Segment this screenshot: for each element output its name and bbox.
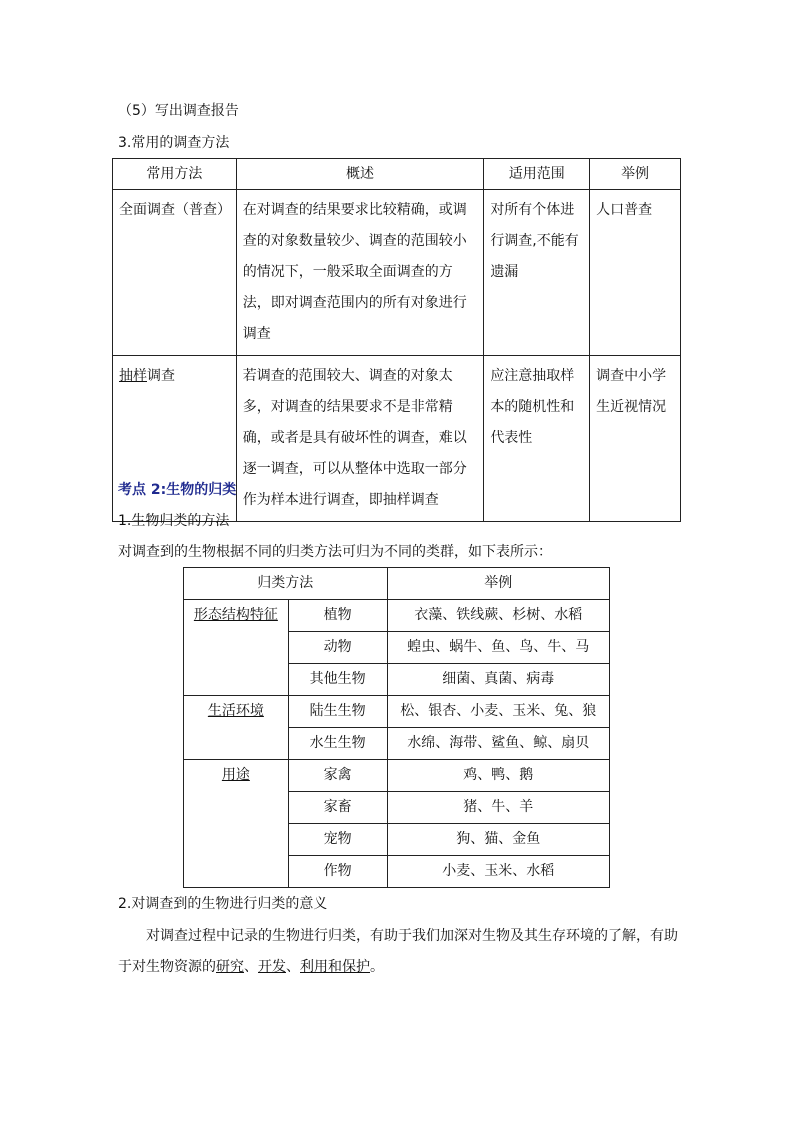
- category-cell: 动物: [288, 632, 387, 664]
- sub1-intro: 对调查到的生物根据不同的归类方法可归为不同的类群，如下表所示：: [118, 544, 552, 560]
- scope-cell: 对所有个体进行调查,不能有遗漏: [484, 190, 590, 356]
- examples-cell: 松、银杏、小麦、玉米、兔、狼: [387, 696, 609, 728]
- category-cell: 水生生物: [288, 728, 387, 760]
- examples-cell: 衣藻、铁线蕨、杉树、水稻: [387, 600, 609, 632]
- sub2-title: 2.对调查到的生物进行归类的意义: [118, 896, 328, 912]
- header-example: 举例: [590, 159, 681, 190]
- group-cell: [184, 696, 289, 760]
- category-cell: 宠物: [288, 824, 387, 856]
- sub1-title: 1.生物归类的方法: [118, 513, 230, 529]
- methods-table: [112, 158, 681, 522]
- examples-cell: 猪、牛、羊: [387, 792, 609, 824]
- group-name: 形态结构特征: [193, 607, 278, 623]
- header-scope: 适用范围: [484, 159, 590, 190]
- overview-cell: 若调查的范围较大、调查的对象太多，对调查的结果要求不是非常精确，或者是具有破坏性的调查，难以逐一调查，可以从整体中选取一部分作为样本进行调查，即抽样调查: [236, 356, 484, 522]
- table-row: [184, 760, 610, 792]
- group-name: 生活环境: [207, 703, 264, 719]
- section3-title: 3.常用的调查方法: [118, 135, 230, 151]
- examples-cell: 水绵、海带、鲨鱼、鲸、扇贝: [387, 728, 609, 760]
- sig-suffix: 。: [370, 959, 384, 975]
- category-cell: 植物: [288, 600, 387, 632]
- header-classify-method: 归类方法: [184, 568, 388, 600]
- scope-cell: 应注意抽取样本的随机性和代表性: [484, 356, 590, 522]
- examples-cell: 蝗虫、蜗牛、鱼、鸟、牛、马: [387, 632, 609, 664]
- table-header-row: [184, 568, 610, 600]
- classification-table: [183, 567, 610, 888]
- examples-cell: 细菌、真菌、病毒: [387, 664, 609, 696]
- table-row: [184, 600, 610, 632]
- header-examples: 举例: [387, 568, 609, 600]
- header-overview: 概述: [236, 159, 484, 190]
- method-underlined: 抽样: [119, 368, 147, 384]
- sig-prefix: 于对生物资源的: [118, 959, 216, 975]
- sig-develop: 开发: [258, 959, 286, 975]
- sig-sep1: 、: [244, 959, 258, 975]
- method-rest: 调查: [147, 368, 175, 384]
- method-cell: 全面调查（普查）: [113, 190, 237, 356]
- overview-cell: 在对调查的结果要求比较精确，或调查的对象数量较少、调查的范围较小的情况下，一般采取全面调查的方法，即对调查范围内的所有对象进行调查: [236, 190, 484, 356]
- example-cell: 人口普查: [590, 190, 681, 356]
- category-cell: 家畜: [288, 792, 387, 824]
- category-cell: 陆生生物: [288, 696, 387, 728]
- examples-cell: 鸡、鸭、鹅: [387, 760, 609, 792]
- group-name: 用途: [221, 767, 250, 783]
- sig-use-protect: 利用和保护: [300, 959, 370, 975]
- header-method: 常用方法: [113, 159, 237, 190]
- category-cell: 其他生物: [288, 664, 387, 696]
- significance-line2: [118, 957, 384, 977]
- sig-research: 研究: [216, 959, 244, 975]
- table-header-row: [113, 159, 681, 190]
- group-cell: [184, 760, 289, 888]
- category-cell: 家禽: [288, 760, 387, 792]
- example-cell: 调查中小学生近视情况: [590, 356, 681, 522]
- sig-sep2: 、: [286, 959, 300, 975]
- table-row: [113, 190, 681, 356]
- examples-cell: 小麦、玉米、水稻: [387, 856, 609, 888]
- kaodian2-heading: 考点 2:生物的归类: [118, 482, 237, 498]
- table-row: [184, 696, 610, 728]
- step5-text: （5）写出调查报告: [118, 103, 239, 119]
- group-cell: [184, 600, 289, 696]
- category-cell: 作物: [288, 856, 387, 888]
- examples-cell: 狗、猫、金鱼: [387, 824, 609, 856]
- significance-line1: 对调查过程中记录的生物进行归类，有助于我们加深对生物及其生存环境的了解，有助: [146, 928, 678, 944]
